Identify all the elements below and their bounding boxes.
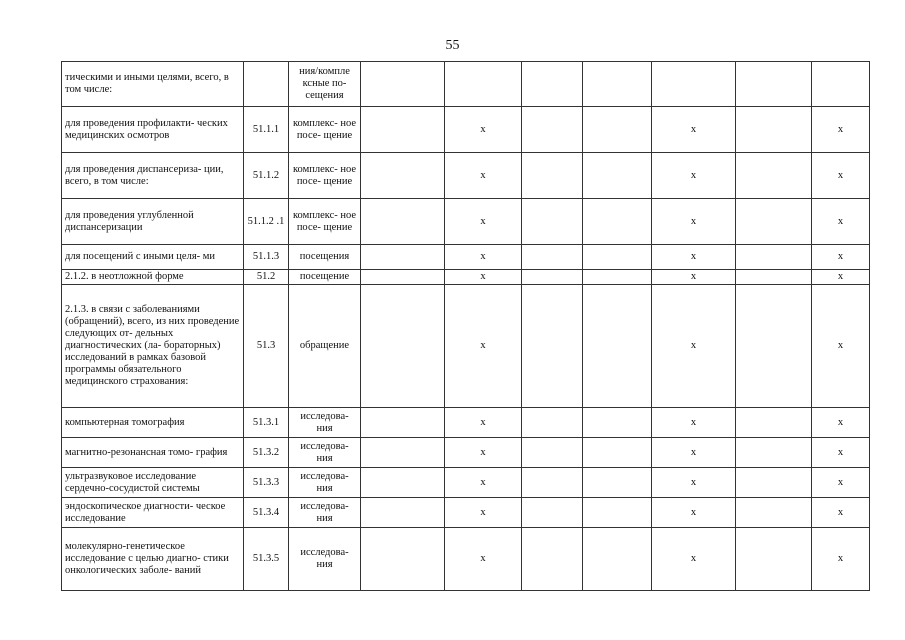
mark-cell: х [812,468,870,498]
row-name-cell: тическими и иными целями, всего, в том числе: [62,62,244,107]
mark-cell: х [812,438,870,468]
mark-cell: х [652,498,736,528]
table-row [62,408,870,438]
row-code-cell: 51.2 [244,270,289,285]
empty-cell [361,245,445,270]
empty-cell [736,498,812,528]
empty-cell [522,153,583,199]
row-code-cell: 51.1.2 .1 [244,199,289,245]
table-row [62,153,870,199]
row-code-cell: 51.3.2 [244,438,289,468]
empty-cell [736,285,812,408]
page-number: 55 [445,38,460,53]
table-row [62,498,870,528]
empty-cell [583,245,652,270]
empty-cell [361,285,445,408]
row-name-cell: компьютерная томография [62,408,244,438]
mark-cell: х [812,153,870,199]
empty-cell [361,528,445,591]
empty-cell [361,498,445,528]
empty-cell [583,285,652,408]
empty-cell [522,468,583,498]
empty-cell [736,62,812,107]
mark-cell: х [445,245,522,270]
mark-cell: х [812,270,870,285]
empty-cell [736,245,812,270]
row-code-cell: 51.3.4 [244,498,289,528]
row-name-cell: эндоскопическое диагности- ческое исследование [62,498,244,528]
row-unit-cell: исследова- ния [289,468,361,498]
mark-cell: х [445,408,522,438]
mark-cell: х [445,498,522,528]
table-row [62,107,870,153]
row-unit-cell: комплекс- ное посе- щение [289,199,361,245]
empty-cell [361,438,445,468]
mark-cell: х [812,498,870,528]
empty-cell [522,199,583,245]
mark-cell: х [652,528,736,591]
table-row [62,245,870,270]
empty-cell [522,270,583,285]
mark-cell: х [445,468,522,498]
empty-cell [736,107,812,153]
row-name-cell: для проведения углубленной диспансеризации [62,199,244,245]
empty-cell [361,408,445,438]
row-name-cell: магнитно-резонансная томо- графия [62,438,244,468]
mark-cell: х [812,107,870,153]
empty-cell [736,270,812,285]
mark-cell: х [812,528,870,591]
data-table [61,61,870,591]
empty-cell [522,528,583,591]
row-unit-cell: обращение [289,285,361,408]
mark-cell: х [812,199,870,245]
empty-cell [583,62,652,107]
mark-cell [445,62,522,107]
row-code-cell: 51.1.2 [244,153,289,199]
empty-cell [583,153,652,199]
empty-cell [583,199,652,245]
row-code-cell: 51.3.1 [244,408,289,438]
row-code-cell: 51.3 [244,285,289,408]
empty-cell [361,199,445,245]
row-name-cell: 2.1.3. в связи с заболеваниями (обращений), всего, из них проведение следующих от- дельных диагностических (ла- бораторных) исследований в рамках базовой программы обязательного медицинского страхования: [62,285,244,408]
table-row [62,270,870,285]
empty-cell [736,468,812,498]
mark-cell: х [812,285,870,408]
row-name-cell: ультразвуковое исследование сердечно-сосудистой системы [62,468,244,498]
empty-cell [583,270,652,285]
mark-cell: х [445,285,522,408]
empty-cell [583,498,652,528]
empty-cell [361,153,445,199]
empty-cell [736,408,812,438]
mark-cell: х [652,438,736,468]
mark-cell: х [445,438,522,468]
table-row [62,438,870,468]
mark-cell: х [652,408,736,438]
mark-cell: х [652,153,736,199]
table-row [62,468,870,498]
mark-cell: х [445,199,522,245]
empty-cell [361,468,445,498]
mark-cell: х [652,270,736,285]
empty-cell [522,438,583,468]
row-code-cell [244,62,289,107]
mark-cell: х [652,245,736,270]
row-unit-cell: посещения [289,245,361,270]
empty-cell [361,107,445,153]
row-unit-cell: исследова- ния [289,498,361,528]
row-unit-cell: комплекс- ное посе- щение [289,107,361,153]
empty-cell [522,408,583,438]
table-row [62,199,870,245]
empty-cell [361,270,445,285]
row-unit-cell: посещение [289,270,361,285]
row-unit-cell: комплекс- ное посе- щение [289,153,361,199]
empty-cell [522,285,583,408]
row-unit-cell: ния/компле ксные по- сещения [289,62,361,107]
empty-cell [522,62,583,107]
table-row [62,528,870,591]
empty-cell [361,62,445,107]
mark-cell: х [445,270,522,285]
mark-cell: х [652,199,736,245]
row-name-cell: молекулярно-генетическое исследование с целью диагно- стики онкологических заболе- ваний [62,528,244,591]
mark-cell [652,62,736,107]
row-name-cell: для посещений с иными целя- ми [62,245,244,270]
empty-cell [736,438,812,468]
empty-cell [583,438,652,468]
mark-cell: х [445,528,522,591]
row-name-cell: для проведения диспансериза- ции, всего, в том числе: [62,153,244,199]
mark-cell: х [652,107,736,153]
row-code-cell: 51.3.5 [244,528,289,591]
row-name-cell: для проведения профилакти- ческих медицинских осмотров [62,107,244,153]
mark-cell: х [445,153,522,199]
row-code-cell: 51.1.3 [244,245,289,270]
mark-cell: х [652,285,736,408]
row-unit-cell: исследова- ния [289,438,361,468]
empty-cell [583,468,652,498]
row-unit-cell: исследова- ния [289,408,361,438]
empty-cell [522,498,583,528]
empty-cell [736,528,812,591]
mark-cell: х [445,107,522,153]
empty-cell [583,107,652,153]
empty-cell [583,528,652,591]
empty-cell [736,199,812,245]
table-row [62,285,870,408]
row-unit-cell: исследова- ния [289,528,361,591]
table-row [62,62,870,107]
row-code-cell: 51.3.3 [244,468,289,498]
row-code-cell: 51.1.1 [244,107,289,153]
mark-cell: х [812,408,870,438]
mark-cell: х [812,245,870,270]
row-name-cell: 2.1.2. в неотложной форме [62,270,244,285]
mark-cell [812,62,870,107]
empty-cell [522,245,583,270]
empty-cell [522,107,583,153]
empty-cell [736,153,812,199]
mark-cell: х [652,468,736,498]
empty-cell [583,408,652,438]
